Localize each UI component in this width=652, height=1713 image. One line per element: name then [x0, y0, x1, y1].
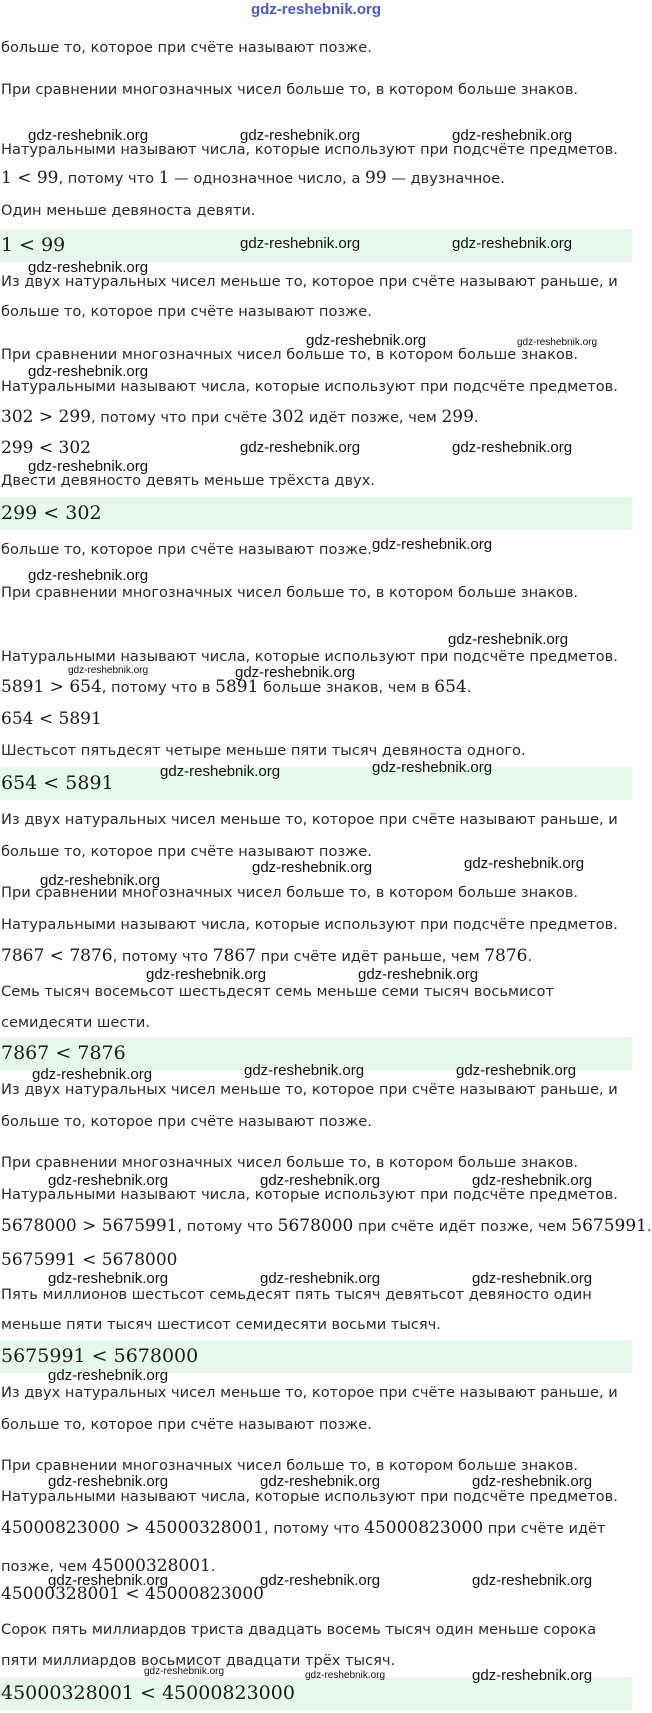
- watermark: gdz-reshebnik.org: [472, 1572, 593, 1589]
- watermark: gdz-reshebnik.org: [452, 127, 573, 144]
- watermark: gdz-reshebnik.org: [32, 1066, 153, 1083]
- text-line: больше то, которое при счёте называют позже.: [1, 1113, 372, 1130]
- text-line: Из двух натуральных чисел меньше то, которое при счёте называют раньше, и: [1, 1384, 618, 1401]
- watermark: gdz-reshebnik.org: [240, 235, 361, 252]
- answer-box: [0, 767, 632, 800]
- watermark: gdz-reshebnik.org: [448, 631, 569, 648]
- text-line: пяти миллиардов восьмисот двадцати трёх тысяч.: [1, 1652, 396, 1669]
- watermark: gdz-reshebnik.org: [28, 127, 149, 144]
- watermark: gdz-reshebnik.org: [517, 337, 598, 348]
- answer-math: 299 < 302: [1, 502, 102, 524]
- text-line: 654 < 5891: [1, 709, 102, 729]
- text-line: 5675991 < 5678000: [1, 1250, 178, 1270]
- text-line: больше то, которое при счёте называют позже.: [1, 843, 372, 860]
- text-line: Натуральными называют числа, которые используют при подсчёте предметов.: [1, 1488, 618, 1505]
- watermark: gdz-reshebnik.org: [160, 763, 281, 780]
- text-line: 1 < 99, потому что 1 — однозначное число, а 99 — двузначное.: [1, 168, 505, 188]
- watermark: gdz-reshebnik.org: [472, 1473, 593, 1490]
- text-line: Шестьсот пятьдесят четыре меньше пяти тысяч девяноста одного.: [1, 742, 526, 759]
- watermark: gdz-reshebnik.org: [452, 235, 573, 252]
- text-line: Двести девяносто девять меньше трёхста двух.: [1, 472, 376, 489]
- watermark: gdz-reshebnik.org: [40, 872, 161, 889]
- watermark: gdz-reshebnik.org: [358, 966, 479, 983]
- text-line: 7867 < 7876, потому что 7867 при счёте идёт раньше, чем 7876.: [1, 946, 533, 966]
- text-line: 45000823000 > 45000328001, потому что 45000823000 при счёте идёт: [1, 1518, 606, 1538]
- text-line: 302 > 299, потому что при счёте 302 идёт позже, чем 299.: [1, 407, 479, 427]
- text-line: позже, чем 45000328001.: [1, 1556, 216, 1576]
- watermark: gdz-reshebnik.org: [472, 1667, 593, 1684]
- text-line: Один меньше девяноста девяти.: [1, 202, 256, 219]
- watermark: gdz-reshebnik.org: [260, 1473, 381, 1490]
- watermark: gdz-reshebnik.org: [68, 665, 149, 676]
- answer-math: 7867 < 7876: [1, 1042, 126, 1064]
- watermark: gdz-reshebnik.org: [456, 1062, 577, 1079]
- answer-math: 45000328001 < 45000823000: [1, 1682, 295, 1704]
- watermark: gdz-reshebnik.org: [48, 1473, 169, 1490]
- text-line: Из двух натуральных чисел меньше то, которое при счёте называют раньше, и: [1, 1081, 618, 1098]
- text-line: 5678000 > 5675991, потому что 5678000 при счёте идёт позже, чем 5675991.: [1, 1216, 652, 1236]
- text-line: Натуральными называют числа, которые используют при подсчёте предметов.: [1, 141, 618, 158]
- text-line: Натуральными называют числа, которые используют при подсчёте предметов.: [1, 916, 618, 933]
- text-line: Из двух натуральных чисел меньше то, которое при счёте называют раньше, и: [1, 273, 618, 290]
- text-line: больше то, которое при счёте называют позже.: [1, 541, 372, 558]
- watermark: gdz-reshebnik.org: [472, 1172, 593, 1189]
- watermark: gdz-reshebnik.org: [28, 363, 149, 380]
- watermark: gdz-reshebnik.org: [48, 1270, 169, 1287]
- watermark: gdz-reshebnik.org: [48, 1172, 169, 1189]
- watermark: gdz-reshebnik.org: [48, 1367, 169, 1384]
- text-line: Натуральными называют числа, которые используют при подсчёте предметов.: [1, 648, 618, 665]
- watermark: gdz-reshebnik.org: [260, 1572, 381, 1589]
- text-line: Сорок пять миллиардов триста двадцать восемь тысяч один меньше сорока: [1, 1621, 597, 1638]
- watermark: gdz-reshebnik.org: [235, 664, 356, 681]
- text-line: При сравнении многозначных чисел больше то, в котором больше знаков.: [1, 81, 579, 98]
- text-line: При сравнении многозначных чисел больше то, в котором больше знаков.: [1, 346, 579, 363]
- text-line: 299 < 302: [1, 438, 91, 458]
- watermark: gdz-reshebnik.org: [472, 1270, 593, 1287]
- text-line: больше то, которое при счёте называют позже.: [1, 303, 372, 320]
- text-line: При сравнении многозначных чисел больше то, в котором больше знаков.: [1, 884, 579, 901]
- text-line: Пять миллионов шестьсот семьдесят пять тысяч девятьсот девяносто один: [1, 1286, 592, 1303]
- watermark: gdz-reshebnik.org: [464, 855, 585, 872]
- watermark: gdz-reshebnik.org: [252, 859, 373, 876]
- watermark: gdz-reshebnik.org: [28, 458, 149, 475]
- text-line: больше то, которое при счёте называют позже.: [1, 1416, 372, 1433]
- site-watermark-top[interactable]: gdz-reshebnik.org: [250, 1, 381, 18]
- text-line: Семь тысяч восемьсот шестьдесят семь меньше семи тысяч восьмисот: [1, 983, 554, 1000]
- text-line: меньше пяти тысяч шестисот семидесяти восьми тысяч.: [1, 1316, 441, 1333]
- watermark: gdz-reshebnik.org: [240, 127, 361, 144]
- watermark: gdz-reshebnik.org: [240, 439, 361, 456]
- text-line: Из двух натуральных чисел меньше то, которое при счёте называют раньше, и: [1, 811, 618, 828]
- watermark: gdz-reshebnik.org: [28, 259, 149, 276]
- watermark: gdz-reshebnik.org: [452, 439, 573, 456]
- text-line: больше то, которое при счёте называют позже.: [1, 39, 372, 56]
- answer-math: 5675991 < 5678000: [1, 1345, 199, 1367]
- watermark: gdz-reshebnik.org: [260, 1270, 381, 1287]
- watermark: gdz-reshebnik.org: [372, 759, 493, 776]
- watermark: gdz-reshebnik.org: [244, 1062, 365, 1079]
- answer-math: 1 < 99: [1, 234, 66, 256]
- watermark: gdz-reshebnik.org: [372, 536, 493, 553]
- text-line: При сравнении многозначных чисел больше то, в котором больше знаков.: [1, 1457, 579, 1474]
- text-line: Натуральными называют числа, которые используют при подсчёте предметов.: [1, 1186, 618, 1203]
- text-line: При сравнении многозначных чисел больше то, в котором больше знаков.: [1, 584, 579, 601]
- watermark: gdz-reshebnik.org: [28, 567, 149, 584]
- answer-box: [0, 497, 632, 530]
- watermark: gdz-reshebnik.org: [144, 1666, 225, 1677]
- text-line: семидесяти шести.: [1, 1014, 150, 1031]
- answer-math: 654 < 5891: [1, 772, 114, 794]
- watermark: gdz-reshebnik.org: [146, 966, 267, 983]
- text-line: 45000328001 < 45000823000: [1, 1584, 265, 1604]
- watermark: gdz-reshebnik.org: [305, 1670, 386, 1681]
- text-line: 5891 > 654, потому что в 5891 больше знаков, чем в 654.: [1, 677, 472, 697]
- text-line: Натуральными называют числа, которые используют при подсчёте предметов.: [1, 378, 618, 395]
- watermark: gdz-reshebnik.org: [48, 1572, 169, 1589]
- watermark: gdz-reshebnik.org: [260, 1172, 381, 1189]
- watermark: gdz-reshebnik.org: [306, 332, 427, 349]
- text-line: При сравнении многозначных чисел больше то, в котором больше знаков.: [1, 1154, 579, 1171]
